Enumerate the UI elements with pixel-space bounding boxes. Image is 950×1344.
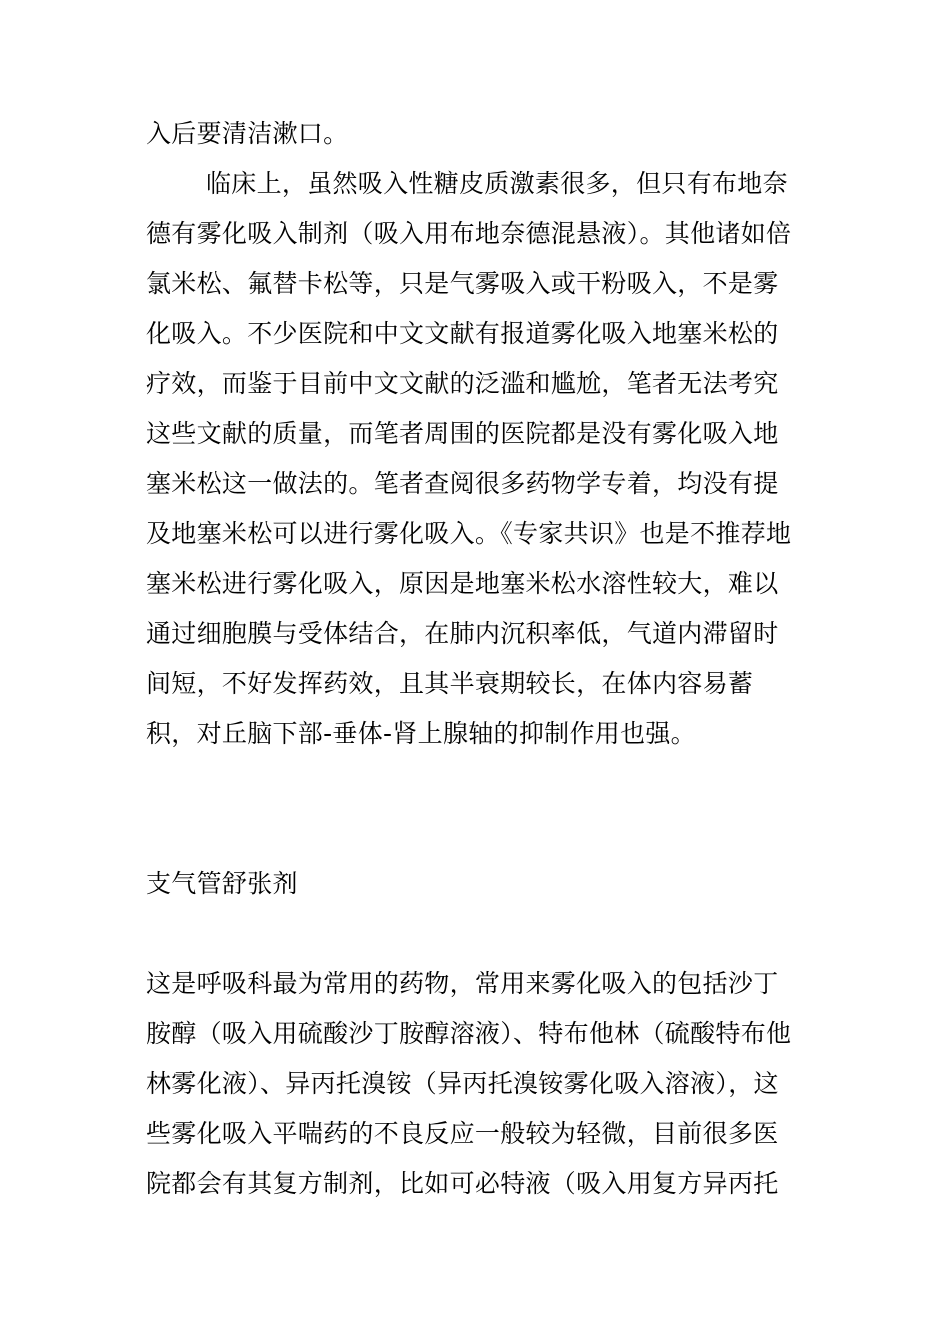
paragraph-line: 塞米松这一做法的。笔者查阅很多药物学专着，均没有提: [146, 469, 779, 498]
paragraph-line: 及地塞米松可以进行雾化吸入。《专家共识》也是不推荐地: [146, 519, 792, 548]
paragraph-line: 入后要清洁漱口。: [146, 119, 349, 148]
paragraph-line: 些雾化吸入平喘药的不良反应一般较为轻微，目前很多医: [146, 1119, 779, 1148]
paragraph-line: 塞米松进行雾化吸入，原因是地塞米松水溶性较大，难以: [146, 569, 779, 598]
paragraph-line: 这是呼吸科最为常用的药物，常用来雾化吸入的包括沙丁: [146, 969, 779, 998]
paragraph-line: 疗效，而鉴于目前中文文献的泛滥和尴尬，笔者无法考究: [146, 369, 779, 398]
paragraph-line: 这些文献的质量，而笔者周围的医院都是没有雾化吸入地: [146, 419, 779, 448]
paragraph-line: 化吸入。不少医院和中文文献有报道雾化吸入地塞米松的: [146, 319, 779, 348]
paragraph-line: 临床上，虽然吸入性糖皮质激素很多，但只有布地奈: [206, 169, 788, 198]
paragraph-line: 胺醇（吸入用硫酸沙丁胺醇溶液）、特布他林（硫酸特布他: [146, 1019, 792, 1048]
paragraph-line: 通过细胞膜与受体结合，在肺内沉积率低，气道内滞留时: [146, 619, 779, 648]
paragraph-line: 间短，不好发挥药效，且其半衰期较长，在体内容易蓄: [146, 669, 754, 698]
paragraph-line: 院都会有其复方制剂，比如可必特液（吸入用复方异丙托: [146, 1169, 779, 1198]
section-heading: 支气管舒张剂: [146, 869, 298, 898]
paragraph-line: 林雾化液）、异丙托溴铵（异丙托溴铵雾化吸入溶液），这: [146, 1069, 779, 1098]
paragraph-line: 德有雾化吸入制剂（吸入用布地奈德混悬液）。其他诸如倍: [146, 219, 792, 248]
paragraph-line: 积，对丘脑下部-垂体-肾上腺轴的抑制作用也强。: [146, 719, 696, 748]
paragraph-line: 氯米松、氟替卡松等，只是气雾吸入或干粉吸入，不是雾: [146, 269, 779, 298]
